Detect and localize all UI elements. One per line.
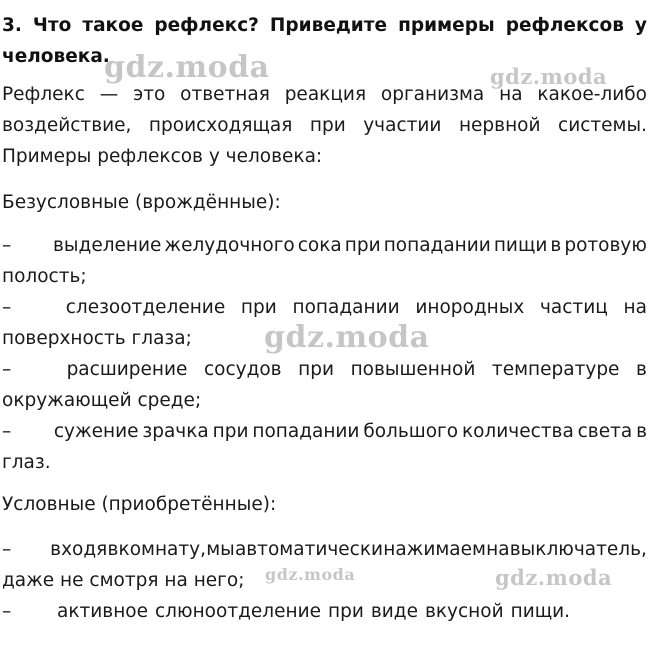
word: виде: [370, 601, 418, 622]
word: повышенной: [350, 359, 476, 380]
list-item: [2, 416, 647, 478]
list-item-first-line: [2, 416, 647, 447]
list-item-continuation: окружающей среде;: [2, 390, 202, 411]
word: слюноотделение: [155, 601, 321, 622]
word: пищи.: [510, 601, 571, 622]
word: выделение: [53, 235, 162, 256]
word: при: [344, 235, 381, 256]
word: в: [636, 359, 647, 380]
word: сосудов: [203, 359, 282, 380]
word: комнату,: [118, 539, 207, 560]
dash-marker: –: [2, 601, 12, 622]
watermark: gdz.moda: [265, 565, 356, 584]
list-item: [2, 596, 570, 627]
word: в: [550, 235, 562, 256]
list-item: [2, 230, 647, 292]
word: входя: [50, 539, 108, 560]
word: желудочного: [164, 235, 295, 256]
word: в: [107, 539, 119, 560]
definition-paragraph: Рефлекс — это ответная реакция организма на какое-либо воздействие, происходящая при участии нервной системы. Примеры рефлексов у человека:: [2, 84, 647, 167]
list-item-continuation: полость;: [2, 266, 87, 287]
word: при: [240, 297, 277, 318]
word: попадании: [252, 421, 360, 442]
word: количества: [461, 421, 574, 442]
word: сока: [297, 235, 342, 256]
word: температуре: [491, 359, 620, 380]
dash-marker: –: [2, 359, 12, 380]
list-item-first-line: [2, 292, 647, 323]
watermark: gdz.moda: [264, 320, 430, 355]
list-item-continuation: даже не смотря на него;: [2, 570, 245, 591]
word: зрачка: [142, 421, 209, 442]
dash-marker: –: [2, 421, 12, 442]
word: автоматически: [234, 539, 384, 560]
word: нажимаем: [383, 539, 486, 560]
word: активное: [57, 601, 149, 622]
watermark: gdz.moda: [495, 565, 613, 590]
list-item-first-line: [2, 354, 647, 385]
word: выключатель,: [509, 539, 647, 560]
word: пищи: [493, 235, 548, 256]
watermark: gdz.moda: [490, 64, 608, 89]
word: большого: [363, 421, 459, 442]
word: на: [486, 539, 510, 560]
word: в: [636, 421, 647, 442]
list-item-first-line: [2, 230, 647, 261]
dash-marker: –: [2, 235, 12, 256]
word: мы: [206, 539, 235, 560]
word: сужение: [53, 421, 139, 442]
list-item: [2, 534, 647, 596]
dash-marker: –: [2, 539, 12, 560]
word: на: [623, 297, 647, 318]
conditioned-heading: Условные (приобретённые):: [2, 494, 277, 515]
word: попадании: [383, 235, 491, 256]
list-item: [2, 354, 647, 416]
word: при: [212, 421, 249, 442]
dash-marker: –: [2, 297, 12, 318]
word: инородных: [415, 297, 525, 318]
word: света: [577, 421, 633, 442]
list-item-first-line: [2, 534, 647, 565]
word: расширение: [66, 359, 188, 380]
word: частиц: [539, 297, 608, 318]
list-item-first-line: [2, 596, 570, 627]
word: слезоотделение: [65, 297, 226, 318]
word: при: [298, 359, 335, 380]
word: попадании: [292, 297, 400, 318]
list-item: [2, 292, 647, 354]
list-item-continuation: глаз.: [2, 452, 51, 473]
unconditioned-heading: Безусловные (врождённые):: [2, 192, 281, 213]
watermark: gdz.moda: [104, 50, 270, 85]
word: ротовую: [564, 235, 647, 256]
word: при: [327, 601, 364, 622]
question-title: 3. Что такое рефлекс? Приведите примеры рефлексов у человека.: [2, 15, 647, 67]
list-item-continuation: поверхность глаза;: [2, 328, 192, 349]
word: вкусной: [424, 601, 504, 622]
